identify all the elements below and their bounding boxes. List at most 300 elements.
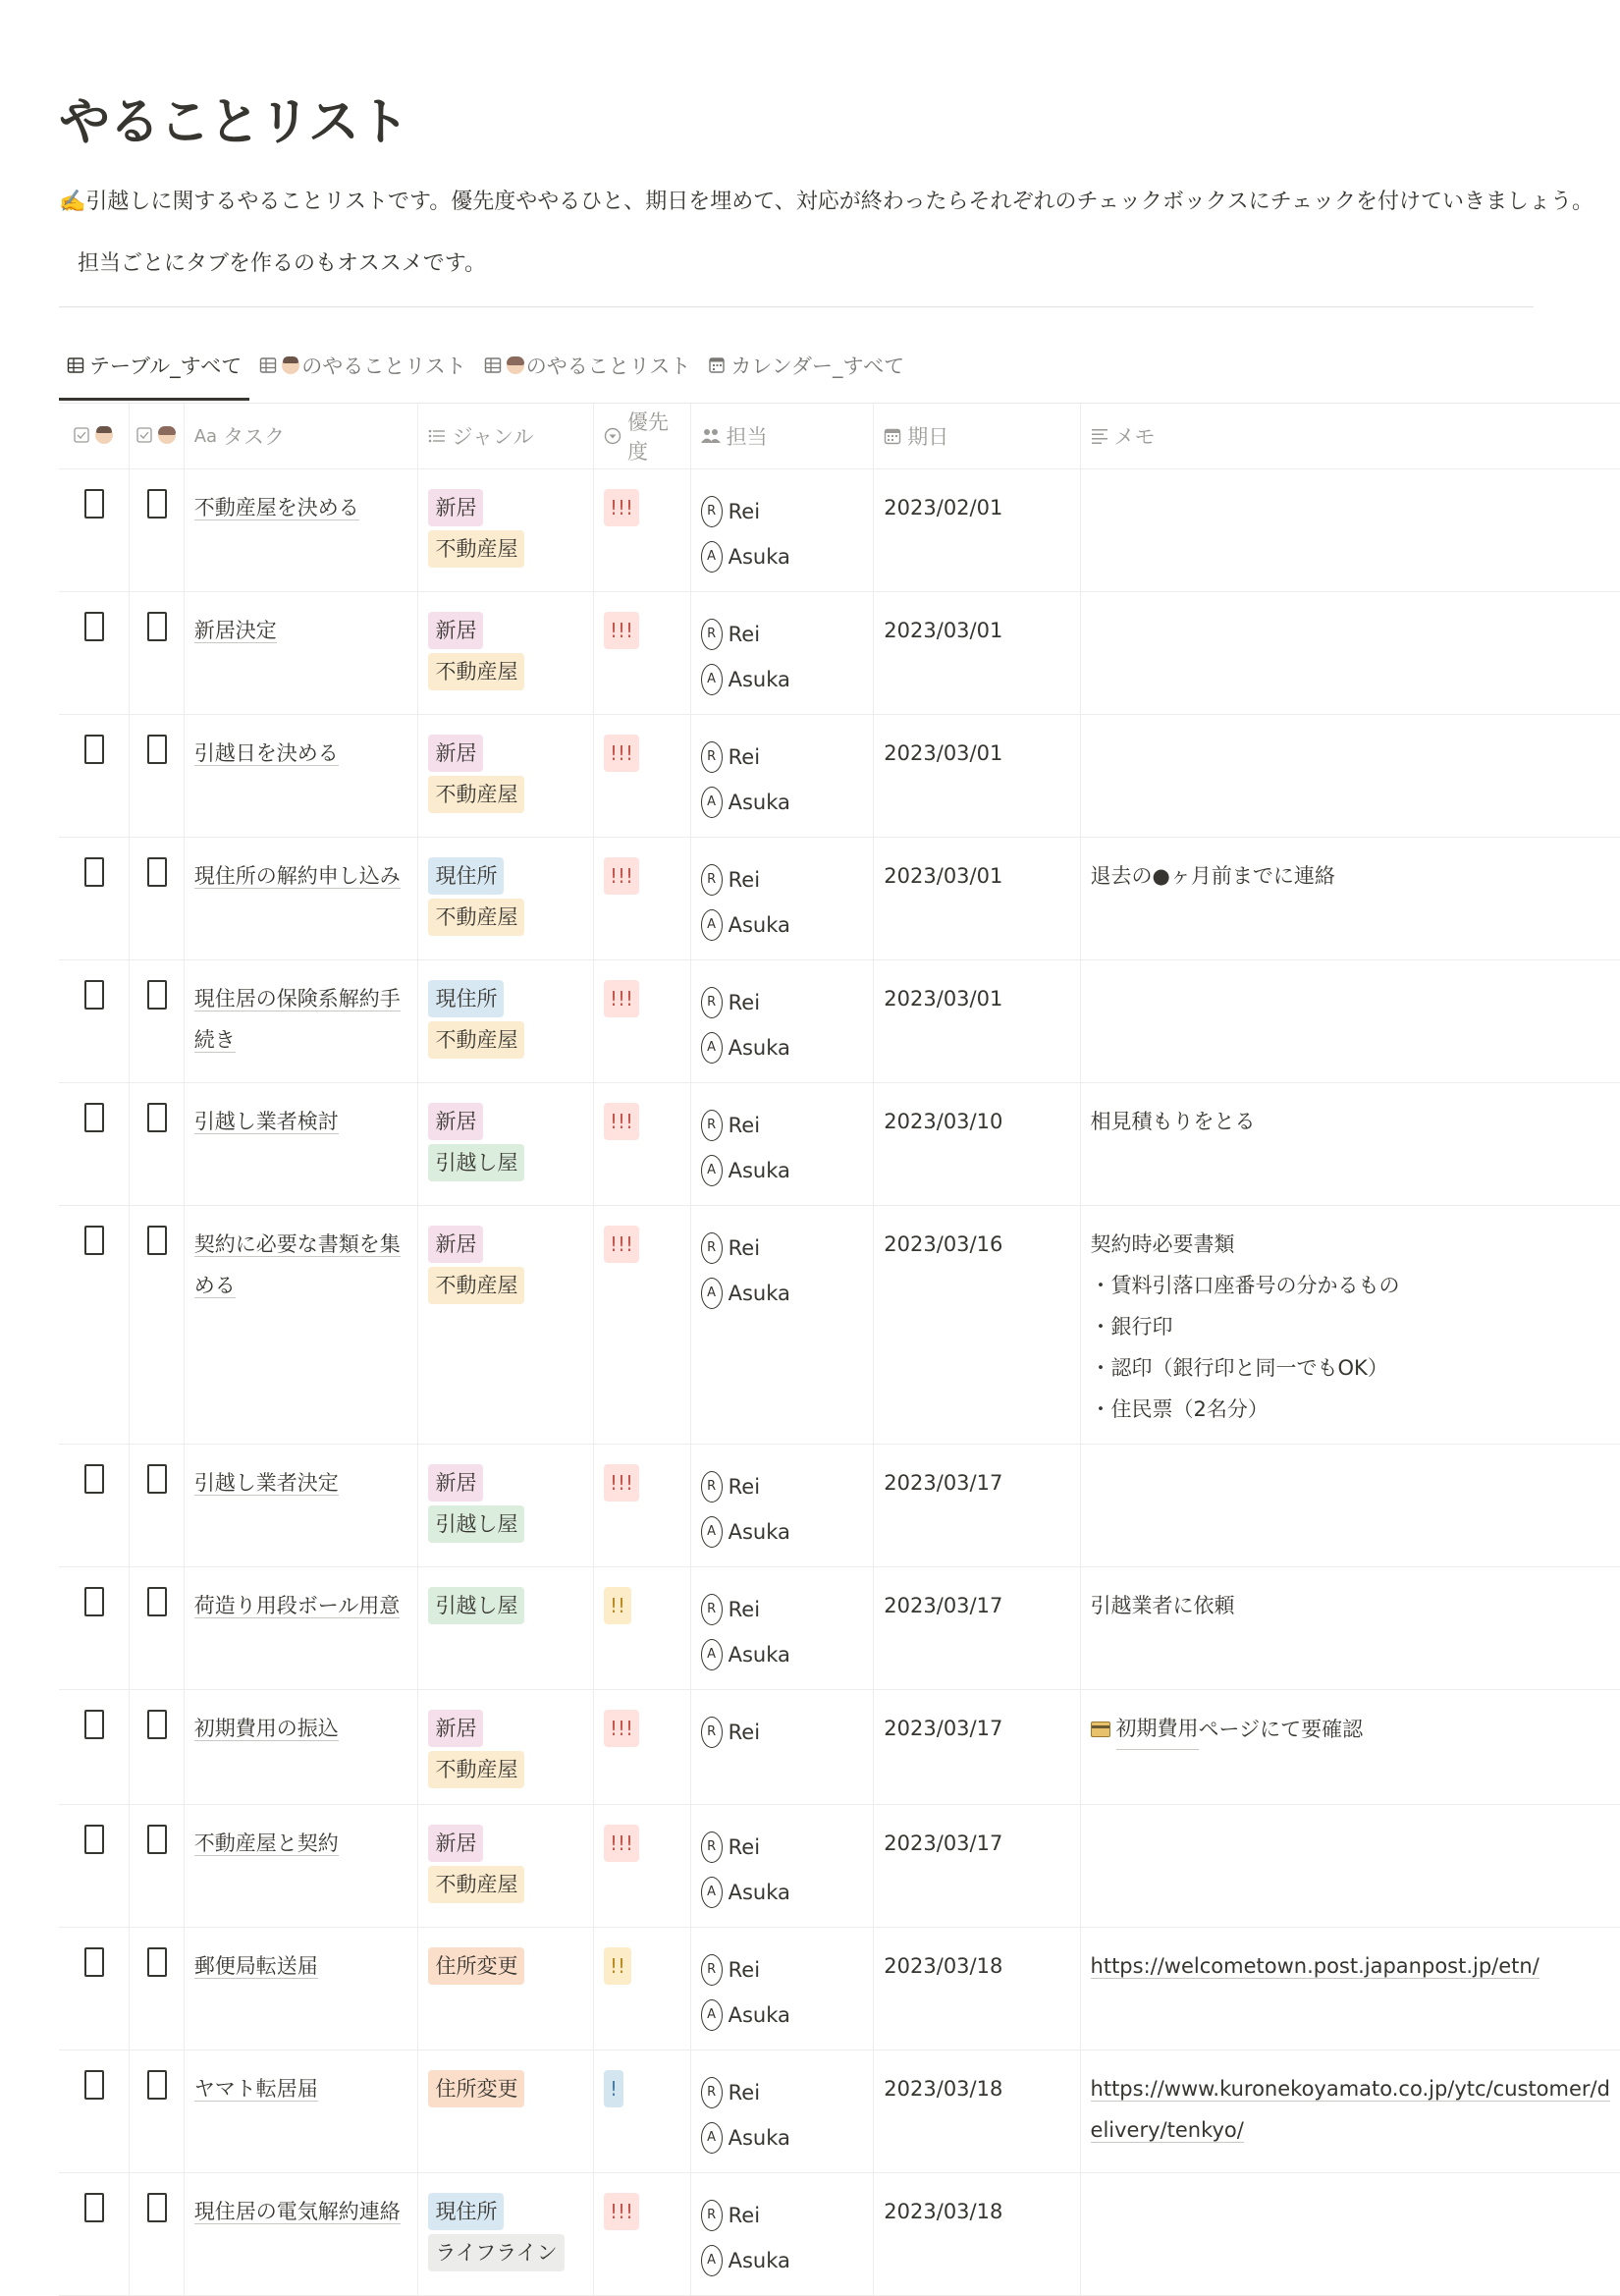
genre-tag: 不動産屋	[428, 776, 524, 813]
priority-badge: !!!	[604, 612, 639, 649]
checkbox[interactable]	[147, 489, 167, 519]
priority-badge: !!!	[604, 1103, 639, 1140]
tab-view-4[interactable]	[700, 346, 912, 385]
genre-tag: 不動産屋	[428, 1267, 524, 1304]
priority-badge: !!!	[604, 1464, 639, 1502]
check-rei-cell	[59, 2050, 130, 2173]
priority-cell	[593, 592, 690, 715]
genre-cell	[418, 1206, 594, 1445]
column-header-check-rei[interactable]	[59, 404, 130, 469]
due-date-cell	[874, 2050, 1080, 2173]
genre-tag: 新居	[428, 1464, 483, 1502]
genre-tag: 不動産屋	[428, 899, 524, 936]
person-chip	[701, 737, 760, 778]
table-row	[59, 1567, 1620, 1690]
memo-line: ・認印（銀行印と同一でもOK）	[1090, 1356, 1388, 1380]
priority-badge: !!!	[604, 857, 639, 895]
memo-cell	[1080, 1928, 1620, 2050]
check-asuka-cell	[130, 1206, 184, 1445]
credit-card-icon	[1091, 1722, 1110, 1737]
assignee-cell	[690, 1445, 874, 1567]
task-title[interactable]: 現住所の解約申し込み	[193, 864, 401, 888]
genre-cell	[418, 960, 594, 1083]
genre-tag: 新居	[428, 1103, 483, 1140]
avatar: A	[701, 2122, 723, 2154]
memo-line: 契約時必要書類	[1090, 1232, 1235, 1256]
avatar: R	[701, 1954, 723, 1986]
due-date: 2023/03/01	[884, 741, 1003, 765]
checkbox[interactable]	[147, 857, 167, 887]
person-chip	[701, 2240, 790, 2281]
avatar: A	[701, 2245, 723, 2276]
priority-cell	[593, 1083, 690, 1206]
due-date-cell	[874, 1805, 1080, 1928]
assignee-cell	[690, 2173, 874, 2296]
assignee-cell	[690, 1928, 874, 2050]
memo-link-wrap	[1091, 2068, 1610, 2151]
check-rei-cell	[59, 838, 130, 960]
person-name: Rei	[728, 1835, 761, 1859]
person-chip	[701, 1466, 760, 1507]
person-name: Asuka	[728, 1643, 790, 1667]
priority-cell	[593, 1567, 690, 1690]
checkbox[interactable]	[147, 1947, 167, 1977]
table-row	[59, 1445, 1620, 1567]
avatar: A	[701, 1032, 723, 1064]
checkbox[interactable]	[84, 489, 104, 519]
memo-cell	[1080, 715, 1620, 838]
checkbox[interactable]	[84, 1825, 104, 1854]
avatar: R	[701, 619, 723, 650]
priority-badge: !!!	[604, 1226, 639, 1263]
person-name: Rei	[728, 745, 761, 769]
person-name: Asuka	[728, 668, 790, 691]
person-chip	[701, 1511, 790, 1553]
table-row	[59, 1805, 1620, 1928]
female-face-icon	[507, 356, 524, 374]
memo-cell	[1080, 2173, 1620, 2296]
priority-cell	[593, 838, 690, 960]
due-date: 2023/03/01	[884, 619, 1003, 642]
tab-view-3[interactable]	[476, 346, 699, 385]
tab-label: のやることリスト	[525, 355, 691, 378]
genre-cell	[418, 1928, 594, 2050]
divider	[59, 306, 1534, 307]
priority-cell	[593, 1805, 690, 1928]
genre-tag: 新居	[428, 489, 483, 526]
male-face-icon	[95, 426, 113, 444]
memo-cell	[1080, 960, 1620, 1083]
memo-line: 退去の●ヶ月前までに連絡	[1090, 864, 1335, 888]
person-name: Asuka	[728, 1159, 790, 1182]
avatar: R	[701, 1471, 723, 1503]
avatar: R	[701, 1594, 723, 1625]
task-cell	[184, 1445, 418, 1567]
task-title[interactable]: ヤマト転居届	[193, 2077, 318, 2101]
memo-line: 引越業者に依頼	[1090, 1594, 1235, 1617]
avatar: R	[701, 2077, 723, 2108]
checkbox[interactable]	[84, 1710, 104, 1739]
checkbox-icon	[74, 427, 89, 443]
column-header-check-asuka[interactable]	[130, 404, 184, 469]
task-cell	[184, 2173, 418, 2296]
task-cell	[184, 469, 418, 592]
male-face-icon	[282, 356, 299, 374]
task-title[interactable]: 契約に必要な書類を集める	[193, 1232, 401, 1297]
person-chip	[701, 904, 790, 946]
priority-badge: !!!	[604, 1710, 639, 1747]
checkbox[interactable]	[84, 735, 104, 764]
page-description-line-1: ✍️引越しに関するやることリストです。優先度ややるひと、期日を埋めて、対応が終わったらそれぞれのチェックボックスにチェックを付けていきましょう。	[59, 190, 1593, 214]
assignee-cell	[690, 960, 874, 1083]
memo-cell	[1080, 592, 1620, 715]
genre-tag: 引越し屋	[428, 1505, 524, 1543]
calendar-icon	[708, 356, 730, 374]
text-lines-icon	[1091, 427, 1108, 445]
check-rei-cell	[59, 1206, 130, 1445]
checkbox[interactable]	[147, 1825, 167, 1854]
task-title[interactable]: 不動産屋を決める	[193, 496, 359, 519]
checkbox[interactable]	[147, 612, 167, 641]
genre-tag: 不動産屋	[428, 1021, 524, 1059]
priority-cell	[593, 1928, 690, 2050]
column-header-memo[interactable]: メモ	[1080, 404, 1620, 469]
assignee-cell	[690, 469, 874, 592]
checkbox[interactable]	[84, 612, 104, 641]
task-cell	[184, 838, 418, 960]
genre-tag: 引越し屋	[428, 1587, 524, 1624]
person-name: Asuka	[728, 1036, 790, 1060]
page-title: やることリスト	[59, 93, 408, 152]
person-chip	[701, 982, 760, 1023]
memo-line: 相見積もりをとる	[1090, 1110, 1256, 1133]
avatar: A	[701, 909, 723, 941]
checkbox[interactable]	[84, 1103, 104, 1132]
checkbox[interactable]	[84, 1587, 104, 1616]
genre-cell	[418, 469, 594, 592]
task-title[interactable]: 郵便局転送届	[193, 1954, 318, 1978]
column-header-genre[interactable]: ジャンル	[418, 404, 594, 469]
checkbox[interactable]	[147, 1103, 167, 1132]
memo-text: ページにて要確認	[1198, 1717, 1364, 1741]
genre-tag: 新居	[428, 612, 483, 649]
genre-cell	[418, 1083, 594, 1206]
genre-tag: 引越し屋	[428, 1144, 524, 1181]
table-row	[59, 960, 1620, 1083]
column-header-due[interactable]: 期日	[874, 404, 1080, 469]
person-chip	[701, 491, 760, 532]
task-cell	[184, 715, 418, 838]
person-name: Asuka	[728, 2003, 790, 2027]
avatar: R	[701, 741, 723, 773]
memo-cell	[1080, 1805, 1620, 1928]
avatar: A	[701, 1639, 723, 1670]
check-asuka-cell	[130, 838, 184, 960]
memo-line: ・賃料引落口座番号の分かるもの	[1090, 1274, 1400, 1297]
assignee-cell	[690, 1206, 874, 1445]
person-name: Asuka	[728, 1520, 790, 1544]
person-name: Rei	[728, 1598, 761, 1621]
table-row	[59, 2050, 1620, 2173]
memo-url-link[interactable]: elivery/tenkyo/	[1090, 2118, 1244, 2142]
due-date-cell	[874, 1083, 1080, 1206]
priority-badge: !	[604, 2070, 623, 2107]
person-chip	[701, 859, 760, 901]
column-header-priority[interactable]: 優先度	[593, 404, 690, 469]
genre-cell	[418, 715, 594, 838]
check-asuka-cell	[130, 1445, 184, 1567]
check-asuka-cell	[130, 960, 184, 1083]
check-asuka-cell	[130, 2050, 184, 2173]
assignee-cell	[690, 1690, 874, 1805]
checkbox[interactable]	[84, 2193, 104, 2222]
genre-cell	[418, 1805, 594, 1928]
table-row	[59, 715, 1620, 838]
due-date-cell	[874, 469, 1080, 592]
check-rei-cell	[59, 715, 130, 838]
avatar: A	[701, 664, 723, 695]
priority-cell	[593, 960, 690, 1083]
column-header-assignee[interactable]: 担当	[690, 404, 874, 469]
memo-cell	[1080, 1206, 1620, 1445]
due-date: 2023/03/17	[884, 1594, 1003, 1617]
due-date: 2023/03/18	[884, 1954, 1003, 1978]
due-date-cell	[874, 2173, 1080, 2296]
person-name: Rei	[728, 1236, 761, 1260]
genre-tag: 不動産屋	[428, 530, 524, 568]
priority-badge: !!!	[604, 2193, 639, 2230]
memo-url-link[interactable]: https://www.kuronekoyamato.co.jp/ytc/customer/d	[1090, 2077, 1610, 2101]
task-title[interactable]: 引越日を決める	[193, 741, 339, 765]
task-title[interactable]: 引越し業者決定	[193, 1471, 339, 1495]
check-rei-cell	[59, 960, 130, 1083]
avatar: R	[701, 1831, 723, 1863]
person-chip	[701, 1634, 790, 1675]
person-name: Asuka	[728, 2249, 790, 2272]
genre-cell	[418, 2173, 594, 2296]
checkbox[interactable]	[147, 2193, 167, 2222]
memo-cell	[1080, 1690, 1620, 1805]
due-date: 2023/03/10	[884, 1110, 1003, 1133]
check-rei-cell	[59, 592, 130, 715]
checkbox[interactable]	[147, 1464, 167, 1494]
priority-cell	[593, 469, 690, 592]
table-header-row	[59, 404, 1620, 469]
person-chip	[701, 782, 790, 823]
page-description-line-2: 担当ごとにタブを作るのもオススメです。	[78, 251, 487, 276]
priority-badge: !!!	[604, 735, 639, 772]
task-title[interactable]: 荷造り用段ボール用意	[193, 1594, 401, 1617]
priority-badge: !!!	[604, 980, 639, 1017]
genre-tag: 新居	[428, 1825, 483, 1862]
avatar: R	[701, 987, 723, 1018]
priority-cell	[593, 2173, 690, 2296]
priority-badge: !!!	[604, 489, 639, 526]
memo-cell	[1080, 2050, 1620, 2173]
list-icon	[428, 428, 446, 444]
person-chip	[701, 536, 790, 577]
assignee-cell	[690, 592, 874, 715]
person-name: Rei	[728, 991, 761, 1014]
avatar: R	[701, 2200, 723, 2231]
person-chip	[701, 614, 760, 655]
person-name: Asuka	[728, 2126, 790, 2150]
table-row	[59, 2173, 1620, 2296]
person-chip	[701, 1995, 790, 2036]
column-header-task[interactable]: Aa タスク	[184, 404, 418, 469]
genre-cell	[418, 1445, 594, 1567]
tab-view-1[interactable]	[59, 346, 249, 385]
due-date-cell	[874, 1928, 1080, 2050]
checkbox[interactable]	[147, 2070, 167, 2100]
memo-cell	[1080, 1567, 1620, 1690]
task-title[interactable]: 現住居の保険系解約手続き	[193, 987, 401, 1052]
check-rei-cell	[59, 1567, 130, 1690]
check-asuka-cell	[130, 592, 184, 715]
priority-cell	[593, 2050, 690, 2173]
due-date: 2023/03/16	[884, 1232, 1003, 1256]
priority-cell	[593, 1690, 690, 1805]
memo-cell	[1080, 838, 1620, 960]
page-link[interactable]: 初期費用	[1116, 1708, 1199, 1750]
checkbox[interactable]	[147, 980, 167, 1010]
calendar-icon	[884, 427, 901, 445]
person-chip	[701, 2072, 760, 2113]
check-rei-cell	[59, 1805, 130, 1928]
person-name: Rei	[728, 1475, 761, 1499]
task-cell	[184, 1206, 418, 1445]
memo-cell	[1080, 1083, 1620, 1206]
genre-tag: 新居	[428, 1226, 483, 1263]
task-cell	[184, 1928, 418, 2050]
checkbox[interactable]	[84, 2070, 104, 2100]
table-icon	[484, 356, 507, 374]
person-chip	[701, 2195, 760, 2236]
due-date: 2023/03/01	[884, 864, 1003, 888]
person-chip	[701, 1589, 760, 1630]
checkbox[interactable]	[147, 1710, 167, 1739]
task-cell	[184, 1690, 418, 1805]
view-tabs	[59, 346, 914, 403]
tab-view-2[interactable]	[251, 346, 474, 385]
person-name: Asuka	[728, 1881, 790, 1904]
check-rei-cell	[59, 1690, 130, 1805]
genre-tag: 新居	[428, 1710, 483, 1747]
task-title[interactable]: 不動産屋と契約	[193, 1831, 339, 1855]
checkbox[interactable]	[84, 1226, 104, 1255]
person-name: Rei	[728, 623, 761, 646]
check-rei-cell	[59, 469, 130, 592]
checkbox[interactable]	[147, 1226, 167, 1255]
person-name: Rei	[728, 500, 761, 523]
due-date: 2023/03/17	[884, 1717, 1003, 1740]
task-cell	[184, 1567, 418, 1690]
genre-tag: 住所変更	[428, 1947, 524, 1985]
assignee-cell	[690, 1083, 874, 1206]
due-date-cell	[874, 960, 1080, 1083]
avatar: A	[701, 787, 723, 818]
memo-link-wrap	[1091, 1945, 1610, 1987]
task-title[interactable]: 現住居の電気解約連絡	[193, 2200, 401, 2223]
due-date: 2023/03/18	[884, 2200, 1003, 2223]
avatar: A	[701, 1155, 723, 1186]
task-title[interactable]: 引越し業者検討	[193, 1110, 339, 1133]
avatar: A	[701, 541, 723, 573]
person-chip	[701, 1105, 760, 1146]
checkbox[interactable]	[147, 1587, 167, 1616]
checkbox-icon	[136, 427, 152, 443]
checkbox[interactable]	[84, 1464, 104, 1494]
memo-line: ・銀行印	[1090, 1315, 1173, 1339]
priority-cell	[593, 1206, 690, 1445]
due-date: 2023/03/17	[884, 1831, 1003, 1855]
person-name: Asuka	[728, 913, 790, 937]
priority-badge: !!	[604, 1947, 631, 1985]
genre-tag: 不動産屋	[428, 1751, 524, 1788]
avatar: R	[701, 864, 723, 896]
person-chip	[701, 1150, 790, 1191]
person-chip	[701, 1228, 760, 1269]
person-name: Rei	[728, 2081, 761, 2105]
checkbox[interactable]	[84, 857, 104, 887]
check-asuka-cell	[130, 1928, 184, 2050]
genre-cell	[418, 1567, 594, 1690]
table-row	[59, 1083, 1620, 1206]
person-chip	[701, 1273, 790, 1314]
check-asuka-cell	[130, 1690, 184, 1805]
checkbox[interactable]	[84, 1947, 104, 1977]
check-asuka-cell	[130, 469, 184, 592]
due-date-cell	[874, 838, 1080, 960]
priority-badge: !!	[604, 1587, 631, 1624]
task-cell	[184, 1083, 418, 1206]
person-name: Rei	[728, 1114, 761, 1137]
memo-cell	[1080, 469, 1620, 592]
due-date: 2023/03/18	[884, 2077, 1003, 2101]
memo-url-link[interactable]: https://welcometown.post.japanpost.jp/etn/	[1090, 1954, 1539, 1978]
task-title[interactable]: 初期費用の振込	[193, 1717, 339, 1740]
table-row	[59, 1690, 1620, 1805]
due-date: 2023/03/01	[884, 987, 1003, 1011]
due-date-cell	[874, 1567, 1080, 1690]
due-date-cell	[874, 1445, 1080, 1567]
memo-line: ・住民票（2名分）	[1090, 1397, 1269, 1421]
check-asuka-cell	[130, 1567, 184, 1690]
check-rei-cell	[59, 1928, 130, 2050]
person-name: Rei	[728, 868, 761, 892]
priority-badge: !!!	[604, 1825, 639, 1862]
genre-tag: 住所変更	[428, 2070, 524, 2107]
person-chip	[701, 2117, 790, 2159]
genre-tag: ライフライン	[428, 2234, 564, 2271]
check-rei-cell	[59, 1083, 130, 1206]
person-chip	[701, 1027, 790, 1068]
task-title[interactable]: 新居決定	[193, 619, 277, 642]
check-asuka-cell	[130, 715, 184, 838]
genre-tag: 新居	[428, 735, 483, 772]
checkbox[interactable]	[147, 735, 167, 764]
table-icon	[259, 356, 282, 374]
avatar: A	[701, 1278, 723, 1309]
table-row	[59, 469, 1620, 592]
tab-label: テーブル_すべて	[89, 355, 243, 378]
person-name: Rei	[728, 1721, 761, 1744]
assignee-cell	[690, 838, 874, 960]
checkbox[interactable]	[84, 980, 104, 1010]
check-rei-cell	[59, 1445, 130, 1567]
genre-tag: 現住所	[428, 980, 504, 1017]
due-date: 2023/02/01	[884, 496, 1003, 519]
